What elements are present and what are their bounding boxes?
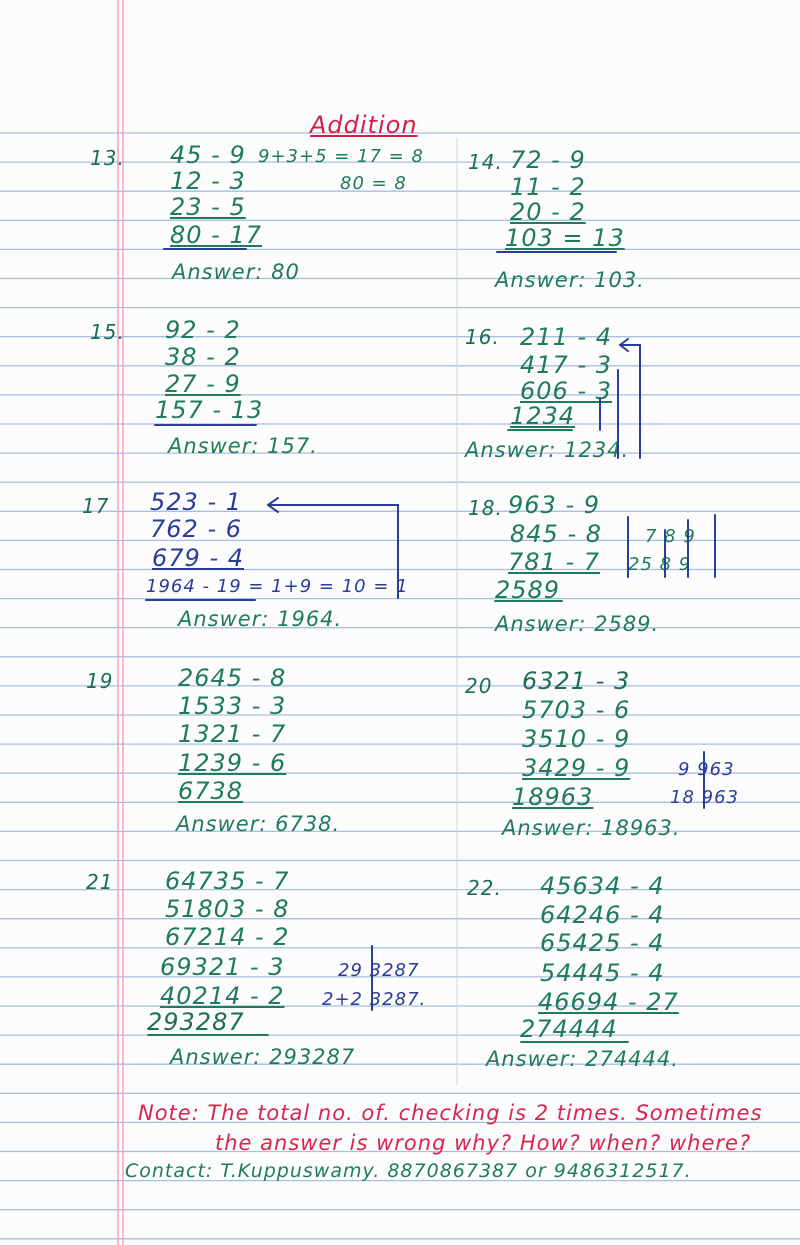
problem-line: 963 - 9 bbox=[508, 491, 600, 519]
problem-line: 92 - 2 bbox=[165, 316, 241, 344]
problem-line: 46694 - 27 bbox=[538, 988, 679, 1016]
problem-line: 762 - 6 bbox=[150, 515, 242, 543]
side-note: 80 = 8 bbox=[340, 173, 407, 194]
answer: Answer: 18963. bbox=[502, 816, 681, 840]
problem-number: 22. bbox=[467, 876, 502, 900]
answer: Answer: 157. bbox=[168, 434, 318, 458]
contact-line: Contact: T.Kuppuswamy. 8870867387 or 9486312517. bbox=[125, 1160, 692, 1182]
problem-number: 18. bbox=[468, 496, 503, 520]
problem-line: 72 - 9 bbox=[510, 146, 586, 174]
problem-line: 1234 bbox=[510, 402, 576, 430]
problem-line: 2645 - 8 bbox=[178, 664, 287, 692]
check-digits: 9 963 bbox=[678, 759, 735, 780]
problem-line: 20 - 2 bbox=[510, 198, 586, 226]
problem-line: 157 - 13 bbox=[155, 396, 264, 424]
problem-number: 13. bbox=[90, 146, 125, 170]
problem-number: 16. bbox=[465, 325, 500, 349]
check-digits: 29 3287 bbox=[338, 960, 420, 981]
problem-line: 3510 - 9 bbox=[522, 725, 631, 753]
problem-line: 64735 - 7 bbox=[165, 867, 290, 895]
check-digits: 25 8 9 bbox=[628, 554, 692, 575]
problem-line: 38 - 2 bbox=[165, 343, 241, 371]
problem-line: 45634 - 4 bbox=[540, 872, 665, 900]
problem-line: 293287 bbox=[147, 1008, 245, 1036]
problem-line: 11 - 2 bbox=[510, 173, 586, 201]
problem-line: 80 - 17 bbox=[170, 221, 262, 249]
answer: Answer: 103. bbox=[495, 268, 645, 292]
answer: Answer: 274444. bbox=[486, 1047, 679, 1071]
problem-line: 64246 - 4 bbox=[540, 901, 665, 929]
bracket-line bbox=[620, 345, 640, 458]
problem-line: 23 - 5 bbox=[170, 193, 246, 221]
problem-number: 14. bbox=[468, 150, 503, 174]
check-digits: 18 963 bbox=[670, 787, 739, 808]
problem-line: 2589 bbox=[495, 576, 561, 604]
problem-line: 417 - 3 bbox=[520, 351, 612, 379]
problem-number: 20 bbox=[465, 674, 493, 698]
problem-line: 274444 bbox=[520, 1015, 618, 1043]
problem-line: 1239 - 6 bbox=[178, 749, 287, 777]
problem-line: 12 - 3 bbox=[170, 167, 246, 195]
problem-line: 1321 - 7 bbox=[178, 720, 287, 748]
problem-line: 6738 bbox=[178, 777, 244, 805]
problem-line: 6321 - 3 bbox=[522, 667, 631, 695]
page-title: Addition bbox=[310, 111, 418, 139]
problem-line: 40214 - 2 bbox=[160, 982, 285, 1010]
problem-number: 21 bbox=[86, 870, 114, 894]
problem-number: 15. bbox=[90, 320, 125, 344]
answer: Answer: 293287 bbox=[170, 1045, 356, 1069]
note-line-2: the answer is wrong why? How? when? where? bbox=[215, 1131, 752, 1155]
note-line-1: Note: The total no. of. checking is 2 times. Sometimes bbox=[138, 1101, 763, 1125]
problem-line: 679 - 4 bbox=[152, 544, 244, 572]
side-note: 9+3+5 = 17 = 8 bbox=[258, 146, 424, 167]
problem-line: 1964 - 19 = 1+9 = 10 = 1 bbox=[146, 576, 409, 597]
problem-line: 211 - 4 bbox=[520, 323, 612, 351]
problem-number: 19 bbox=[86, 669, 114, 693]
problem-line: 5703 - 6 bbox=[522, 696, 631, 724]
problem-line: 27 - 9 bbox=[165, 370, 241, 398]
check-digits: 2+2 3287. bbox=[322, 989, 427, 1010]
answer: Answer: 2589. bbox=[495, 612, 660, 636]
problem-line: 18963 bbox=[512, 783, 594, 811]
bracket-line bbox=[268, 505, 398, 598]
check-digits: 7 8 9 bbox=[645, 526, 696, 547]
answer: Answer: 1234. bbox=[465, 438, 630, 462]
problem-line: 3429 - 9 bbox=[522, 754, 631, 782]
problem-line: 523 - 1 bbox=[150, 488, 242, 516]
answer: Answer: 1964. bbox=[178, 607, 343, 631]
problem-line: 54445 - 4 bbox=[540, 959, 665, 987]
problem-line: 845 - 8 bbox=[510, 520, 602, 548]
problem-line: 103 = 13 bbox=[505, 224, 625, 252]
answer: Answer: 6738. bbox=[176, 812, 341, 836]
problem-line: 781 - 7 bbox=[508, 548, 600, 576]
problem-number: 17 bbox=[82, 494, 110, 518]
answer: Answer: 80 bbox=[172, 260, 300, 284]
problem-line: 69321 - 3 bbox=[160, 953, 285, 981]
problem-line: 45 - 9 bbox=[170, 141, 246, 169]
problem-line: 1533 - 3 bbox=[178, 692, 287, 720]
problem-line: 606 - 3 bbox=[520, 377, 612, 405]
problem-line: 65425 - 4 bbox=[540, 929, 665, 957]
problem-line: 67214 - 2 bbox=[165, 923, 290, 951]
problem-line: 51803 - 8 bbox=[165, 895, 290, 923]
